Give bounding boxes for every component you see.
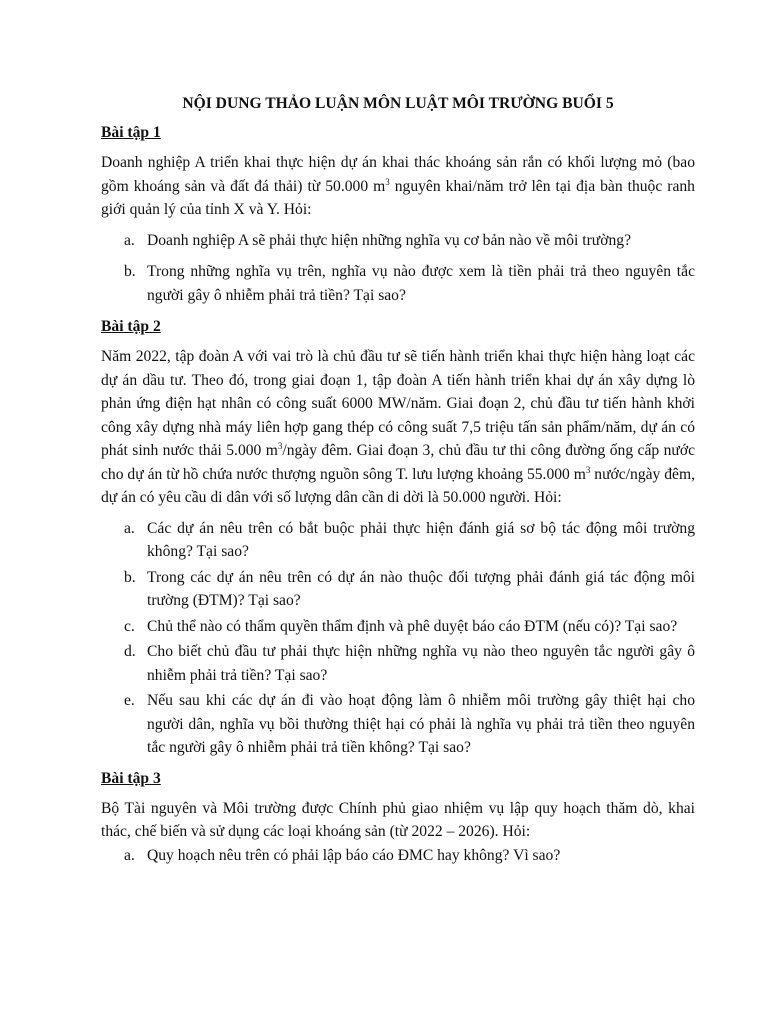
question-text: Chủ thể nào có thẩm quyền thẩm định và phê duyệt báo cáo ĐTM (nếu có)? Tại sao? bbox=[147, 617, 678, 635]
list-item bbox=[101, 640, 695, 687]
list-marker: b. bbox=[124, 568, 136, 586]
exercise-2-questions bbox=[101, 517, 695, 760]
list-marker: a. bbox=[124, 519, 135, 537]
exercise-2-text-part-1: Năm 2022, tập đoàn A với vai trò là chủ đầu tư sẽ tiến hành triển khai thực hiện hàng loạt các dự án dầu tư. Theo đó, trong giai đoạn 1, tập đoàn A tiến hành triển khai dự án xây dựng lò phản ứng điện hạt nhân có công suất 6000 MW/năm. Giai đoạn 2, chủ đầu tư tiến hành khởi công xây dựng nhà máy liên hợp gang thép có công suất 7,5 triệu tấn sản phẩm/năm, dự án có phát sinh nước thải 5.000 m bbox=[101, 348, 695, 459]
exercise-1-text-part-2: nguyên khai/năm trở lên tại địa bàn thuộc ranh giới quản lý của tỉnh X và Y. Hỏi: bbox=[101, 177, 695, 218]
exercise-2-text-part-3: nước/ngày đêm, dự án có yêu cầu di dân với số lượng dân cần di dời là 50.000 người. Hỏi: bbox=[101, 465, 695, 506]
exercise-3-questions bbox=[101, 844, 695, 868]
exercise-3-heading: Bài tập 3 bbox=[101, 769, 161, 787]
superscript-cubic: 3 bbox=[277, 441, 283, 451]
exercise-2-heading: Bài tập 2 bbox=[101, 318, 161, 335]
document-page bbox=[101, 92, 695, 874]
exercise-2-paragraph bbox=[101, 345, 695, 510]
question-text: Quy hoạch nêu trên có phải lập báo cáo ĐMC hay không? Vì sao? bbox=[147, 846, 561, 864]
exercise-2-text-part-2: /ngày đêm. Giai đoạn 3, chủ đầu tư thi công đường ống cấp nước cho dự án từ hồ chứa nước thượng nguồn sông T. lưu lượng khoảng 55.000 m bbox=[101, 442, 695, 483]
list-marker: a. bbox=[124, 846, 135, 864]
question-text: Trong các dự án nêu trên có dự án nào thuộc đối tượng phải đánh giá tác động môi trường (ĐTM)? Tại sao? bbox=[147, 568, 695, 609]
question-text: Cho biết chủ đầu tư phải thực hiện những nghĩa vụ nào theo nguyên tắc người gây ô nhiễm phải trả tiền? Tại sao? bbox=[147, 643, 695, 684]
question-text: Trong những nghĩa vụ trên, nghĩa vụ nào được xem là tiền phải trả theo nguyên tắc người gây ô nhiễm phải trả tiền? Tại sao? bbox=[147, 263, 695, 304]
exercise-1-paragraph bbox=[101, 151, 695, 222]
document-title: NỘI DUNG THẢO LUẬN MÔN LUẬT MÔI TRƯỜNG BUỔI 5 bbox=[182, 95, 614, 112]
question-text: Các dự án nêu trên có bắt buộc phải thực hiện đánh giá sơ bộ tác động môi trường không? Tại sao? bbox=[147, 519, 695, 560]
list-marker: a. bbox=[124, 231, 135, 249]
list-marker: e. bbox=[124, 692, 135, 709]
list-item bbox=[101, 689, 695, 760]
list-item bbox=[101, 844, 695, 868]
superscript-cubic: 3 bbox=[385, 176, 390, 187]
exercise-1-text-part-1: Doanh nghiệp A triển khai thực hiện dự án khai thác khoáng sản rắn có khối lượng mỏ (bao gồm khoáng sản và đất đá thải) từ 50.000 m bbox=[101, 154, 695, 195]
list-item bbox=[101, 229, 695, 253]
question-text: Nếu sau khi các dự án đi vào hoạt động làm ô nhiễm môi trường gây thiệt hại cho người dân, nghĩa vụ bồi thường thiệt hại có phải là nghĩa vụ phải trả tiền theo nguyên tắc người gây ô nhiễm phải trả tiền không? Tại sao? bbox=[147, 692, 695, 756]
exercise-3-paragraph: Bộ Tài nguyên và Môi trường được Chính phủ giao nhiệm vụ lập quy hoạch thăm dò, khai thác, chế biến và sử dụng các loại khoáng sản (từ 2022 – 2026). Hỏi: bbox=[101, 799, 695, 840]
list-item bbox=[101, 615, 695, 639]
list-marker: c. bbox=[124, 617, 135, 635]
exercise-1-questions bbox=[101, 229, 695, 308]
list-marker: d. bbox=[124, 643, 136, 660]
question-text: Doanh nghiệp A sẽ phải thực hiện những nghĩa vụ cơ bản nào về môi trường? bbox=[147, 231, 632, 249]
superscript-cubic: 3 bbox=[585, 464, 591, 475]
list-marker: b. bbox=[124, 263, 136, 280]
exercise-1-heading: Bài tập 1 bbox=[101, 124, 161, 141]
list-item bbox=[101, 260, 695, 307]
list-item bbox=[101, 566, 695, 613]
list-item bbox=[101, 517, 695, 564]
